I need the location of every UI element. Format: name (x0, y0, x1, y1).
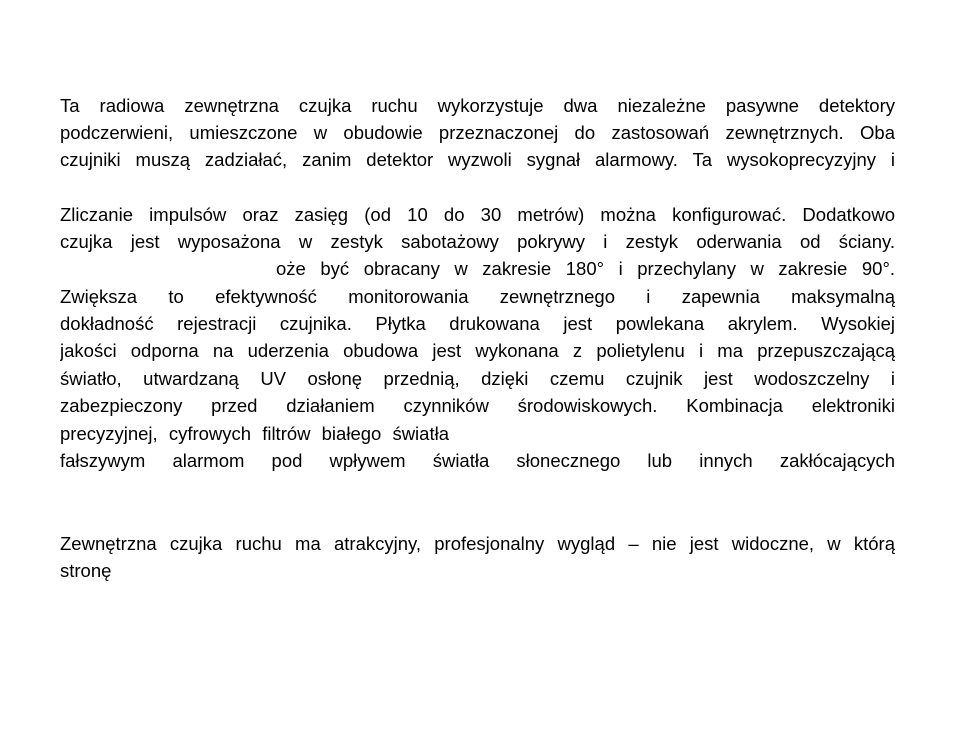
paragraph-1-line-3: czujniki muszą zadziałać, zanim detektor wyzwoli sygnał alarmowy. Ta wysokoprecyzyjny i (60, 149, 895, 170)
paragraph-2-line-10: fałszywym alarmom pod wpływem światła słonecznego lub innych zakłócających (60, 450, 895, 471)
paragraph-2-line-4: Zwiększa to efektywność monitorowania zewnętrznego i zapewnia maksymalną (60, 286, 895, 307)
paragraph-2-line-3: oże być obracany w zakresie 180° i przechylany w zakresie 90°. (276, 258, 895, 279)
paragraph-2-line-2: czujka jest wyposażona w zestyk sabotażowy pokrywy i zestyk oderwania od ściany. (60, 231, 895, 252)
paragraph-2-line-1: Zliczanie impulsów oraz zasięg (od 10 do 30 metrów) można konfigurować. Dodatkowo (60, 204, 895, 225)
paragraph-2-line-6: jakości odporna na uderzenia obudowa jest wykonana z polietylenu i ma przepuszczającą (60, 340, 895, 361)
paragraph-3-line-1: Zewnętrzna czujka ruchu ma atrakcyjny, profesjonalny wygląd – nie jest widoczne, w którą (60, 533, 895, 554)
paragraph-2-line-9: precyzyjnej, cyfrowych filtrów białego światła (60, 423, 449, 444)
paragraph-2-line-5: dokładność rejestracji czujnika. Płytka drukowana jest powlekana akrylem. Wysokiej (60, 313, 895, 334)
paragraph-2-line-7: światło, utwardzaną UV osłonę przednią, dzięki czemu czujnik jest wodoszczelny i (60, 368, 895, 389)
paragraph-1-line-2: podczerwieni, umieszczone w obudowie przeznaczonej do zastosowań zewnętrznych. Oba (60, 122, 895, 143)
paragraph-1-line-1: Ta radiowa zewnętrzna czujka ruchu wykorzystuje dwa niezależne pasywne detektory (60, 95, 895, 116)
paragraph-2-line-8: zabezpieczony przed działaniem czynników środowiskowych. Kombinacja elektroniki (60, 395, 895, 416)
paragraph-3-line-2: stronę (60, 560, 112, 581)
